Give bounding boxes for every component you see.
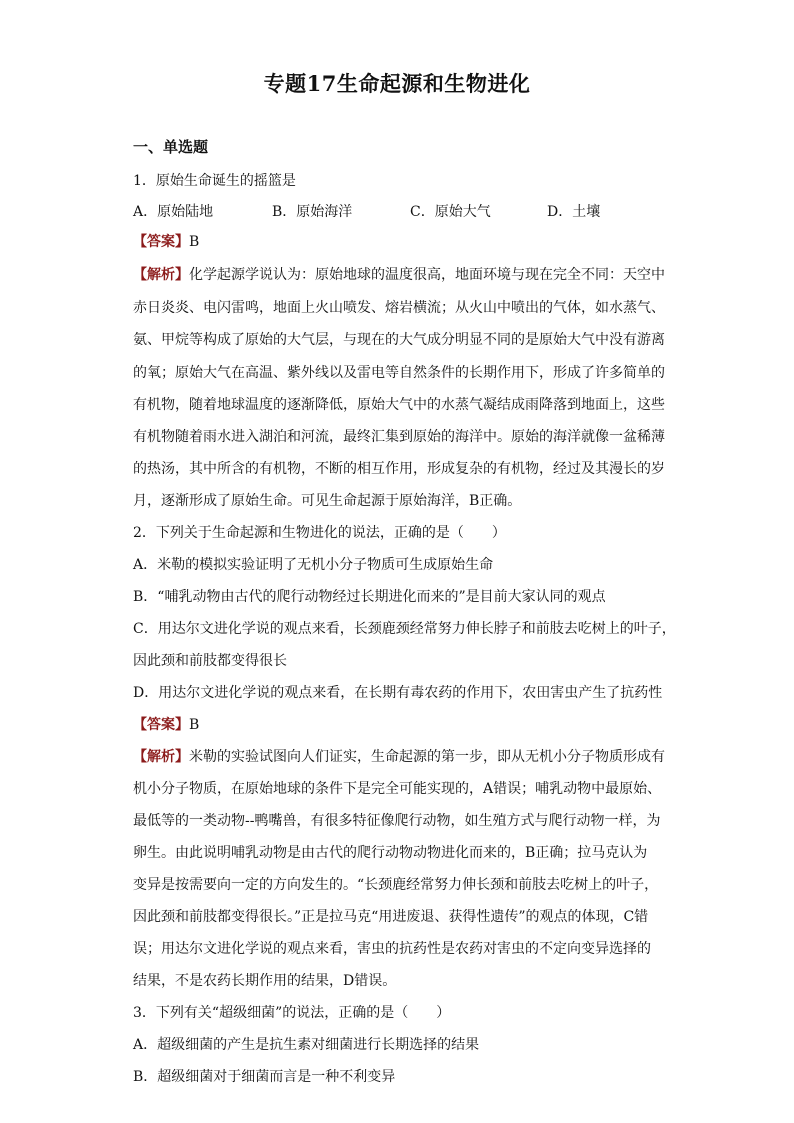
q1-analysis-line: 月，逐渐形成了原始生命。可见生命起源于原始海洋，B正确。 (133, 493, 522, 509)
q1-analysis-line: 氨、甲烷等构成了原始的大气层，与现在的大气成分明显不同的是原始大气中没有游离 (133, 332, 665, 348)
analysis-text: 米勒的实验试图向人们证实，生命起源的第一步，即从无机小分子物质形成有 (189, 749, 665, 765)
question-2-stem: 2．下列关于生命起源和生物进化的说法，正确的是（ ） (133, 525, 506, 541)
section-heading: 一、单选题 (133, 138, 209, 156)
analysis-tag: 【解析】 (133, 267, 189, 283)
q2-analysis-line: 机小分子物质，在原始地球的条件下是完全可能实现的，A错误；哺乳动物中最原始、 (133, 781, 662, 797)
q1-option-d: D．土壤 (547, 204, 601, 220)
q1-analysis-line: 的氧；原始大气在高温、紫外线以及雷电等自然条件的长期作用下，形成了许多简单的 (133, 365, 665, 381)
q2-option-a: A．米勒的模拟实验证明了无机小分子物质可生成原始生命 (133, 557, 494, 573)
q2-analysis-line: 变异是按需要向一定的方向发生的。“长颈鹿经常努力伸长颈和前肢去吃树上的叶子， (133, 877, 659, 893)
q2-option-c: C．用达尔文进化学说的观点来看，长颈鹿颈经常努力伸长脖子和前肢去吃树上的叶子， (133, 621, 676, 637)
q2-option-c-cont: 因此颈和前肢都变得很长 (133, 653, 287, 669)
q1-option-a: A．原始陆地 (133, 204, 214, 220)
document-title: 专题17生命起源和生物进化 (263, 71, 531, 96)
analysis-tag: 【解析】 (133, 749, 189, 765)
q2-option-d: D．用达尔文进化学说的观点来看，在长期有毒农药的作用下，农田害虫产生了抗药性 (133, 685, 663, 701)
q1-analysis-line: 有机物，随着地球温度的逐渐降低，原始大气中的水蒸气凝结成雨降落到地面上，这些 (133, 397, 665, 413)
q2-analysis-line: 卵生。由此说明哺乳动物是由古代的爬行动物动物进化而来的，B正确；拉马克认为 (133, 845, 648, 861)
answer-value: B (189, 234, 200, 250)
q1-answer (133, 233, 199, 251)
q1-analysis-line: 有机物随着雨水进入湖泊和河流，最终汇集到原始的海洋中。原始的海洋就像一盆稀薄 (133, 429, 665, 445)
answer-tag: 【答案】 (133, 717, 189, 733)
q2-analysis-line (133, 748, 665, 766)
answer-value: B (189, 717, 200, 733)
answer-tag: 【答案】 (133, 234, 189, 250)
q3-option-b: B．超级细菌对于细菌而言是一种不利变异 (133, 1069, 396, 1085)
q1-analysis-line: 的热汤，其中所含的有机物，不断的相互作用，形成复杂的有机物，经过及其漫长的岁 (133, 461, 665, 477)
q1-analysis-line (133, 266, 665, 284)
q2-analysis-line: 最低等的一类动物--鸭嘴兽，有很多特征像爬行动物，如生殖方式与爬行动物一样，为 (133, 813, 661, 829)
question-1-stem: 1．原始生命诞生的摇篮是 (133, 173, 296, 189)
q3-option-a: A．超级细菌的产生是抗生素对细菌进行长期选择的结果 (133, 1037, 480, 1053)
q2-analysis-line: 因此颈和前肢都变得很长。”正是拉马克“用进废退、获得性遗传”的观点的体现，C错 (133, 909, 649, 925)
q2-analysis-line: 结果，不是农药长期作用的结果，D错误。 (133, 973, 397, 989)
analysis-text: 化学起源学说认为：原始地球的温度很高，地面环境与现在完全不同：天空中 (189, 267, 665, 283)
q2-option-b: B．“哺乳动物由古代的爬行动物经过长期进化而来的”是目前大家认同的观点 (133, 589, 606, 605)
q2-answer (133, 716, 199, 734)
q1-analysis-line: 赤日炎炎、电闪雷鸣，地面上火山喷发、熔岩横流；从火山中喷出的气体，如水蒸气、 (133, 300, 665, 316)
q1-option-c: C．原始大气 (410, 204, 491, 220)
q1-option-b: B．原始海洋 (272, 204, 353, 220)
q2-analysis-line: 误；用达尔文进化学说的观点来看，害虫的抗药性是农药对害虫的不定向变异选择的 (133, 941, 651, 957)
question-3-stem: 3．下列有关“超级细菌”的说法，正确的是（ ） (133, 1005, 451, 1021)
